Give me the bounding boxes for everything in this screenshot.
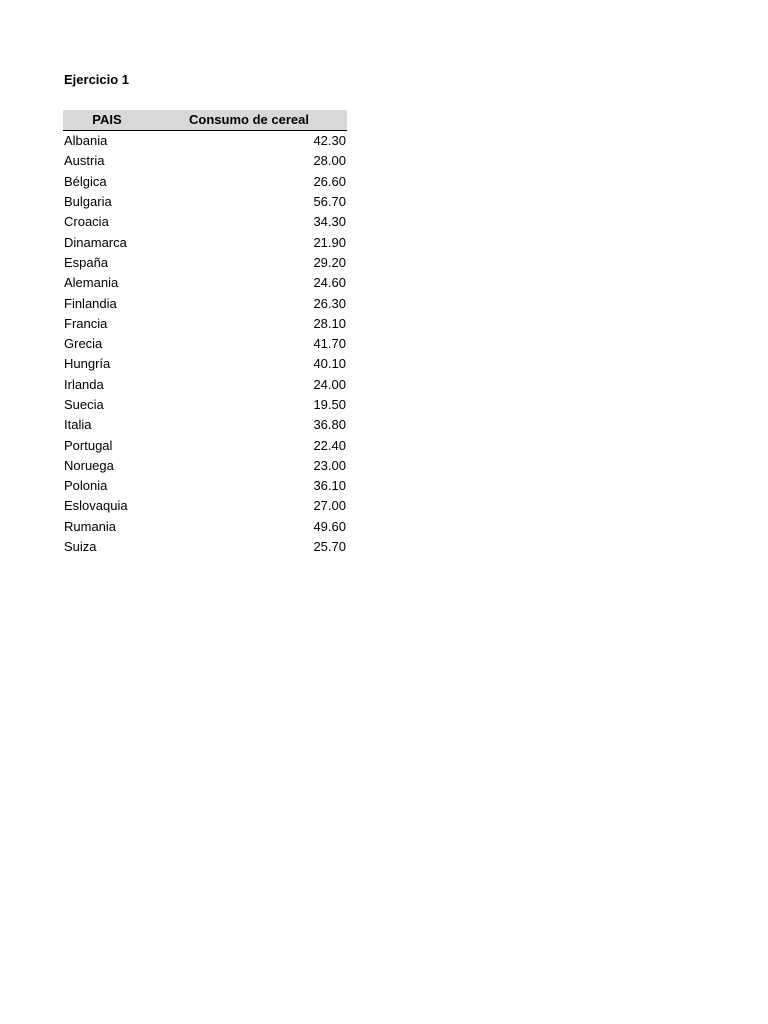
value-cell: 49.60 <box>313 518 346 534</box>
table-row <box>63 476 347 496</box>
value-cell: 21.90 <box>313 234 346 250</box>
country-cell: Bulgaria <box>64 194 112 210</box>
table-row <box>63 537 347 557</box>
country-cell: Dinamarca <box>64 234 127 250</box>
table-row <box>63 314 347 334</box>
value-cell: 26.60 <box>313 173 346 189</box>
country-cell: España <box>64 254 109 270</box>
value-cell: 27.00 <box>313 498 346 514</box>
value-cell: 25.70 <box>313 539 346 555</box>
value-cell: 34.30 <box>313 214 346 230</box>
country-cell: Austria <box>64 153 105 169</box>
table-header-row <box>63 110 347 131</box>
value-cell: 23.00 <box>313 457 346 473</box>
country-cell: Italia <box>64 417 92 433</box>
country-cell: Finlandia <box>64 295 117 311</box>
value-cell: 41.70 <box>313 336 346 352</box>
value-cell: 36.10 <box>313 478 346 494</box>
table-row <box>63 395 347 415</box>
table-row <box>63 496 347 516</box>
table-row <box>63 415 347 435</box>
cereal-consumption-table <box>63 110 347 557</box>
value-cell: 22.40 <box>313 437 346 453</box>
value-cell: 26.30 <box>313 295 346 311</box>
table-row <box>63 354 347 374</box>
country-cell: Portugal <box>64 437 113 453</box>
country-cell: Hungría <box>64 356 111 372</box>
country-cell: Bélgica <box>64 173 107 189</box>
country-cell: Croacia <box>64 214 109 230</box>
value-cell: 24.60 <box>313 275 346 291</box>
value-cell: 56.70 <box>313 194 346 210</box>
page-title: Ejercicio 1 <box>64 72 130 87</box>
country-cell: Francia <box>64 315 108 331</box>
table-row <box>63 172 347 192</box>
table-row <box>63 151 347 171</box>
value-cell: 24.00 <box>313 376 346 392</box>
country-cell: Noruega <box>64 457 114 473</box>
table-row <box>63 131 347 152</box>
country-cell: Alemania <box>64 275 119 291</box>
country-cell: Albania <box>64 133 108 149</box>
table-row <box>63 253 347 273</box>
value-cell: 36.80 <box>313 417 346 433</box>
table-row <box>63 212 347 232</box>
table-row <box>63 435 347 455</box>
country-cell: Irlanda <box>64 376 104 392</box>
table-row <box>63 456 347 476</box>
table-row <box>63 273 347 293</box>
table-row <box>63 375 347 395</box>
country-cell: Suiza <box>64 539 97 555</box>
table-row <box>63 293 347 313</box>
value-cell: 29.20 <box>313 254 346 270</box>
column-header-country: PAIS <box>63 110 151 131</box>
value-cell: 28.00 <box>313 153 346 169</box>
country-cell: Grecia <box>64 336 103 352</box>
value-cell: 28.10 <box>313 315 346 331</box>
table-row <box>63 517 347 537</box>
value-cell: 42.30 <box>313 133 346 149</box>
column-header-cereal-consumption: Consumo de cereal <box>151 110 347 131</box>
country-cell: Eslovaquia <box>64 498 128 514</box>
country-cell: Suecia <box>64 397 104 412</box>
value-cell: 19.50 <box>313 397 346 412</box>
table-row <box>63 334 347 354</box>
table-row <box>63 192 347 212</box>
value-cell: 40.10 <box>313 356 346 372</box>
country-cell: Rumania <box>64 518 117 534</box>
country-cell: Polonia <box>64 478 108 494</box>
table-row <box>63 232 347 252</box>
